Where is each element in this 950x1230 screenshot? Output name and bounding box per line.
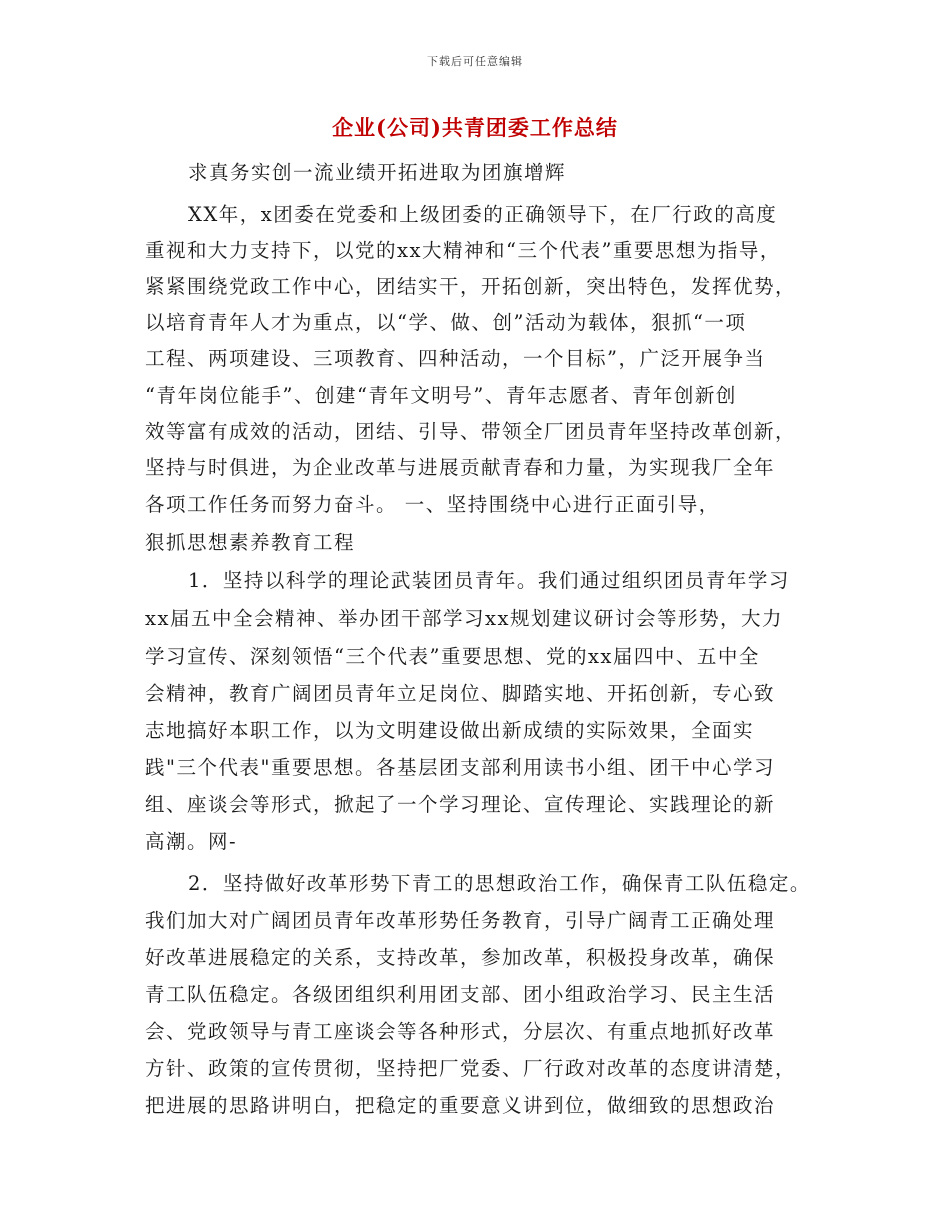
paragraph-line: 各项工作任务而努力奋斗。 一、坚持围绕中心进行正面引导， xyxy=(145,493,720,516)
paragraph-line: 践"三个代表"重要思想。各基层团支部利用读书小组、团干中心学习 xyxy=(145,756,775,779)
paragraph-line: 以培育青年人才为重点，以“学、做、创”活动为载体，狠抓“一项 xyxy=(145,311,747,334)
paragraph-line: 好改革进展稳定的关系，支持改革，参加改革，积极投身改革，确保 xyxy=(145,946,776,969)
paragraph-line: 会精神，教育广阔团员青年立足岗位、脚踏实地、开拓创新，专心致 xyxy=(145,682,776,705)
paragraph-line: 紧紧围绕党政工作中心，团结实干，开拓创新，突出特色，发挥优势， xyxy=(145,275,797,298)
document-title: 企业(公司)共青团委工作总结 xyxy=(332,115,618,140)
subtitle-line: 求真务实创一流业绩开拓进取为团旗增辉 xyxy=(188,161,567,184)
paragraph-line: xx届五中全会精神、举办团干部学习xx规划建议研讨会等形势，大力 xyxy=(145,607,783,630)
paragraph-line: 狠抓思想素养教育工程 xyxy=(145,531,356,554)
paragraph-line: 方针、政策的宣传贯彻，坚持把厂党委、厂行政对改革的态度讲清楚， xyxy=(145,1057,797,1080)
paragraph-line: 重视和大力支持下，以党的xx大精神和“三个代表”重要思想为指导， xyxy=(145,239,781,262)
paragraph-line: 组、座谈会等形式，掀起了一个学习理论、宣传理论、实践理论的新 xyxy=(145,793,776,816)
paragraph-line: 1．坚持以科学的理论武装团员青年。我们通过组织团员青年学习 xyxy=(188,569,790,592)
paragraph-line: 工程、两项建设、三项教育、四种活动，一个目标”，广泛开展争当 xyxy=(145,347,766,370)
paragraph-line: 青工队伍稳定。各级团组织利用团支部、团小组政治学习、民主生活 xyxy=(145,983,776,1006)
paragraph-line: 把进展的思路讲明白，把稳定的重要意义讲到位，做细致的思想政治 xyxy=(145,1094,776,1117)
paragraph-line: “青年岗位能手”、创建“青年文明号”、青年志愿者、青年创新创 xyxy=(145,384,737,407)
paragraph-line: 学习宣传、深刻领悟“三个代表”重要思想、党的xx届四中、五中全 xyxy=(145,645,760,668)
paragraph-line: 志地搞好本职工作，以为文明建设做出新成绩的实际效果，全面实 xyxy=(145,719,755,742)
paragraph-line: 2．坚持做好改革形势下青工的思想政治工作，确保青工队伍稳定。 xyxy=(188,872,811,895)
paragraph-line: 坚持与时俱进，为企业改革与进展贡献青春和力量，为实现我厂全年 xyxy=(145,456,776,479)
paragraph-line: 高潮。网- xyxy=(145,830,238,853)
paragraph-line: 我们加大对广阔团员青年改革形势任务教育，引导广阔青工正确处理 xyxy=(145,909,776,932)
paragraph-line: 效等富有成效的活动，团结、引导、带领全厂团员青年坚持改革创新， xyxy=(145,420,797,443)
paragraph-line: XX年，x团委在党委和上级团委的正确领导下，在厂行政的高度 xyxy=(188,203,778,226)
header-note: 下载后可任意编辑 xyxy=(427,55,523,68)
paragraph-line: 会、党政领导与青工座谈会等各种形式，分层次、有重点地抓好改革 xyxy=(145,1020,776,1043)
